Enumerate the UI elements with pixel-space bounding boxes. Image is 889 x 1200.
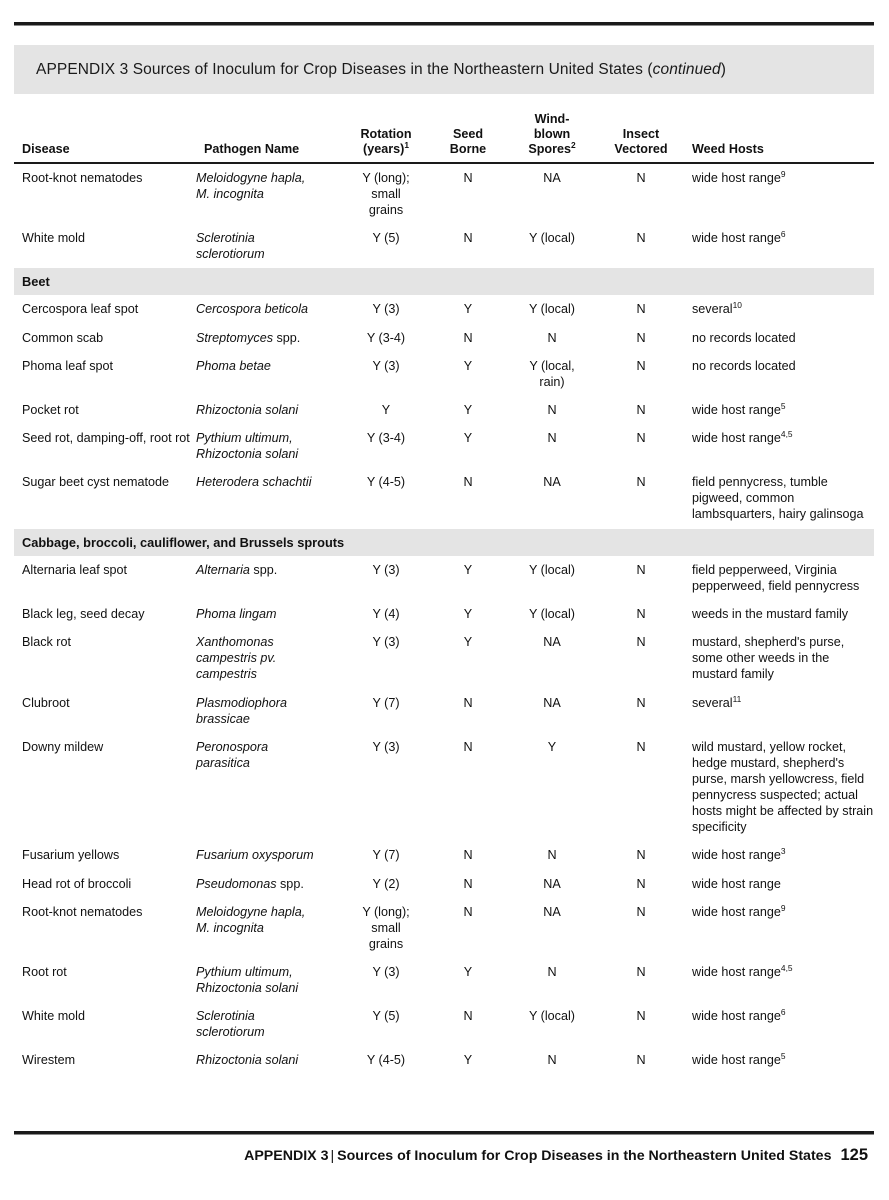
cell-insect-vectored: N: [636, 635, 646, 650]
cell-weed-hosts: wide host range$^{4,5}$: [692, 962, 793, 979]
table-row: [14, 295, 874, 323]
cell-weed-hosts: wide host range$^5$: [692, 1051, 786, 1068]
cell-insect-vectored: N: [636, 475, 646, 490]
rotation-line-2: [340, 139, 432, 157]
table-row: [14, 424, 874, 468]
weed-hosts-footnote-marker: 3: [780, 846, 786, 857]
cell-weed-hosts: wide host range: [692, 876, 781, 891]
footer-separator: |: [330, 1148, 335, 1164]
cell-seed-borne: N: [463, 904, 473, 919]
cell-seed-borne: N: [463, 330, 473, 345]
cell-seed-borne: N: [463, 170, 473, 185]
table-row: [14, 870, 874, 898]
cell-weed-hosts: field pennycress, tumble pigweed, common lambsquarters, hairy galinsoga: [692, 475, 864, 522]
weed-hosts-footnote-marker: 4,5: [780, 428, 793, 439]
cell-seed-borne: Y: [463, 402, 473, 417]
cell-pathogen-name: Xanthomonas campestris pv. campestris: [196, 635, 277, 682]
cell-rotation-years: Y (3): [372, 358, 400, 373]
appendix-title-continued: continued: [652, 60, 721, 78]
footer-rule: [14, 1131, 874, 1135]
column-header-disease: Disease: [14, 112, 196, 163]
cell-seed-borne: N: [463, 848, 473, 863]
cell-disease: Black leg, seed decay: [22, 607, 145, 622]
cell-insect-vectored: N: [636, 330, 646, 345]
cell-disease: Root-knot nematodes: [22, 904, 143, 919]
page-title: APPENDIX 3 Sources of Inoculum for Crop Diseases in the Northeastern United States (continued): [36, 60, 727, 78]
table-row: [14, 468, 874, 528]
wind-spores-text: Spores: [528, 141, 572, 156]
section-header-row: [14, 529, 874, 556]
weed-hosts-footnote-marker: 6: [780, 1007, 786, 1018]
table-row: [14, 352, 874, 396]
cell-wind-blown-spores: NA: [543, 475, 561, 490]
cell-rotation-years: Y (3): [372, 302, 400, 317]
cell-wind-blown-spores: NA: [543, 170, 561, 185]
section-header-label: Cabbage, broccoli, cauliflower, and Brussels sprouts: [14, 529, 874, 556]
cell-rotation-years: Y (long); small grains: [362, 170, 410, 217]
cell-insect-vectored: N: [636, 739, 646, 754]
cell-disease: Alternaria leaf spot: [22, 562, 128, 577]
insect-line-1: Insect: [622, 126, 660, 141]
cell-wind-blown-spores: Y (local): [529, 302, 575, 317]
cell-insect-vectored: N: [636, 170, 646, 185]
cell-weed-hosts: no records located: [692, 330, 796, 345]
rotation-years-text: (years): [363, 141, 405, 156]
cell-wind-blown-spores: N: [547, 402, 557, 417]
cell-insect-vectored: N: [636, 358, 646, 373]
rotation-line-1: Rotation: [360, 126, 412, 141]
cell-disease: Root-knot nematodes: [22, 170, 143, 185]
cell-weed-hosts: wide host range$^9$: [692, 168, 786, 185]
cell-weed-hosts: wide host range$^5$: [692, 400, 786, 417]
cell-insect-vectored: N: [636, 1053, 646, 1068]
cell-pathogen-name: Heterodera schachtii: [196, 475, 312, 490]
cell-wind-blown-spores: N: [547, 964, 557, 979]
seed-line-1: Seed: [452, 126, 484, 141]
cell-pathogen-name: Cercospora beticola: [196, 302, 309, 317]
section-header-row: [14, 268, 874, 295]
cell-seed-borne: Y: [463, 302, 473, 317]
cell-insect-vectored: N: [636, 302, 646, 317]
cell-weed-hosts: field pepperweed, Virginia pepperweed, field pennycress: [692, 562, 860, 594]
cell-seed-borne: Y: [463, 635, 473, 650]
cell-rotation-years: Y (3): [372, 739, 400, 754]
cell-insect-vectored: N: [636, 876, 646, 891]
section-header-label: Beet: [14, 268, 874, 295]
wind-line-2: blown: [533, 126, 571, 141]
cell-pathogen-name: Meloidogyne hapla, M. incognita: [196, 904, 306, 935]
cell-rotation-years: Y (4): [372, 607, 400, 622]
cell-seed-borne: Y: [463, 607, 473, 622]
cell-wind-blown-spores: NA: [543, 635, 561, 650]
cell-wind-blown-spores: N: [547, 1053, 557, 1068]
cell-disease: Phoma leaf spot: [22, 358, 114, 373]
cell-disease: Seed rot, damping-off, root rot: [22, 431, 190, 446]
table-row: [14, 958, 874, 1002]
footer-page-number: 125: [840, 1146, 868, 1164]
table-header-row: [14, 112, 874, 163]
cell-seed-borne: Y: [463, 431, 473, 446]
cell-pathogen-name: Pythium ultimum, Rhizoctonia solani: [196, 964, 299, 996]
cell-disease: Root rot: [22, 964, 67, 979]
weed-hosts-footnote-marker: 4,5: [780, 962, 793, 973]
table-row: [14, 396, 874, 424]
cell-wind-blown-spores: Y (local, rain): [529, 358, 575, 389]
cell-insect-vectored: N: [636, 431, 646, 446]
cell-seed-borne: N: [463, 876, 473, 891]
cell-pathogen-name: Streptomyces spp.: [196, 330, 301, 345]
cell-rotation-years: Y (4-5): [366, 1053, 406, 1068]
cell-weed-hosts: wild mustard, yellow rocket, hedge mustard, shepherd's purse, marsh yellowcress, field pennycress suspected; actual hosts might be affected by strain specificity: [692, 739, 874, 835]
cell-seed-borne: N: [463, 1009, 473, 1024]
cell-pathogen-name: Sclerotinia sclerotiorum: [196, 230, 265, 262]
cell-weed-hosts: wide host range$^6$: [692, 1007, 786, 1024]
cell-rotation-years: Y: [381, 402, 391, 417]
cell-wind-blown-spores: Y (local): [529, 607, 575, 622]
cell-disease: Black rot: [22, 635, 71, 650]
cell-wind-blown-spores: NA: [543, 904, 561, 919]
cell-pathogen-name: Pseudomonas spp.: [196, 876, 304, 891]
cell-insect-vectored: N: [636, 695, 646, 710]
cell-rotation-years: Y (5): [372, 230, 400, 245]
cell-pathogen-name: Meloidogyne hapla, M. incognita: [196, 170, 306, 201]
appendix-title-band: [14, 45, 874, 94]
cell-wind-blown-spores: Y (local): [529, 1009, 575, 1024]
wind-line-1: Wind-: [534, 112, 570, 126]
table-row: [14, 224, 874, 268]
cell-wind-blown-spores: NA: [543, 695, 561, 710]
cell-pathogen-name: Alternaria spp.: [196, 562, 278, 577]
cell-seed-borne: Y: [463, 358, 473, 373]
cell-rotation-years: Y (4-5): [366, 475, 406, 490]
weed-hosts-footnote-marker: 6: [780, 228, 786, 239]
cell-wind-blown-spores: Y (local): [529, 230, 575, 245]
cell-disease: Wirestem: [22, 1053, 76, 1068]
cell-rotation-years: Y (3): [372, 562, 400, 577]
cell-pathogen-name: Peronospora parasitica: [196, 739, 269, 770]
cell-rotation-years: Y (3): [372, 964, 400, 979]
cell-wind-blown-spores: NA: [543, 876, 561, 891]
cell-wind-blown-spores: Y (local): [529, 562, 575, 577]
table-row: [14, 163, 874, 224]
cell-pathogen-name: Rhizoctonia solani: [196, 402, 299, 417]
cell-pathogen-name: Fusarium oxysporum: [196, 848, 314, 863]
cell-insect-vectored: N: [636, 402, 646, 417]
table-row: [14, 841, 874, 869]
footer-appendix-label: APPENDIX 3: [244, 1148, 329, 1164]
cell-insect-vectored: N: [636, 1009, 646, 1024]
top-rule: [14, 22, 874, 26]
cell-disease: Sugar beet cyst nematode: [22, 475, 170, 490]
cell-rotation-years: Y (5): [372, 1009, 400, 1024]
cell-disease: Fusarium yellows: [22, 848, 120, 863]
cell-disease: Pocket rot: [22, 402, 79, 417]
appendix-table: [14, 112, 874, 1075]
cell-seed-borne: Y: [463, 964, 473, 979]
cell-insect-vectored: N: [636, 230, 646, 245]
cell-pathogen-name: Rhizoctonia solani: [196, 1053, 299, 1068]
footer-title: Sources of Inoculum for Crop Diseases in the Northeastern United States: [337, 1148, 832, 1164]
cell-wind-blown-spores: N: [547, 330, 557, 345]
weed-hosts-footnote-marker: 11: [732, 693, 742, 704]
cell-weed-hosts: weeds in the mustard family: [692, 607, 849, 622]
column-header-seed-borne: [432, 112, 504, 163]
wind-line-3: [504, 139, 600, 157]
cell-insect-vectored: N: [636, 607, 646, 622]
column-header-insect-vectored: [600, 112, 682, 163]
cell-seed-borne: Y: [463, 1053, 473, 1068]
cell-disease: Clubroot: [22, 695, 70, 710]
table-row: [14, 1002, 874, 1046]
page-footer: [14, 1146, 874, 1165]
cell-pathogen-name: Phoma betae: [196, 358, 271, 373]
rotation-footnote-marker: 1: [404, 139, 409, 150]
column-header-wind-blown-spores: [504, 112, 600, 163]
table-row: [14, 628, 874, 688]
cell-insect-vectored: N: [636, 562, 646, 577]
cell-weed-hosts: mustard, shepherd's purse, some other weeds in the mustard family: [692, 635, 845, 682]
cell-rotation-years: Y (3-4): [366, 431, 406, 446]
cell-pathogen-name: Plasmodiophora brassicae: [196, 695, 288, 726]
cell-insect-vectored: N: [636, 904, 646, 919]
weed-hosts-footnote-marker: 10: [732, 300, 742, 311]
appendix-table-wrapper: [14, 112, 874, 1075]
cell-rotation-years: Y (3-4): [366, 330, 406, 345]
cell-insect-vectored: N: [636, 964, 646, 979]
cell-rotation-years: Y (3): [372, 635, 400, 650]
table-head: [14, 112, 874, 163]
cell-disease: White mold: [22, 230, 85, 245]
cell-disease: Downy mildew: [22, 739, 104, 754]
cell-seed-borne: N: [463, 230, 473, 245]
table-row: [14, 556, 874, 600]
cell-weed-hosts: several$^{10}$: [692, 300, 742, 317]
table-row: [14, 689, 874, 733]
wind-footnote-marker: 2: [571, 139, 576, 150]
appendix-title-main: APPENDIX 3 Sources of Inoculum for Crop Diseases in the Northeastern United States (: [36, 60, 653, 78]
cell-weed-hosts: wide host range$^6$: [692, 228, 786, 245]
table-row: [14, 898, 874, 958]
weed-hosts-footnote-marker: 9: [780, 902, 786, 913]
cell-wind-blown-spores: N: [547, 431, 557, 446]
cell-disease: White mold: [22, 1009, 85, 1024]
cell-rotation-years: Y (7): [372, 695, 400, 710]
weed-hosts-footnote-marker: 5: [780, 400, 786, 411]
table-row: [14, 733, 874, 842]
cell-pathogen-name: Phoma lingam: [196, 607, 277, 622]
cell-seed-borne: N: [463, 695, 473, 710]
cell-weed-hosts: wide host range$^3$: [692, 846, 786, 863]
cell-seed-borne: N: [463, 739, 473, 754]
seed-line-2: Borne: [449, 141, 487, 156]
weed-hosts-footnote-marker: 9: [780, 168, 786, 179]
weed-hosts-footnote-marker: 5: [780, 1051, 786, 1062]
insect-line-2: Vectored: [614, 141, 668, 156]
cell-wind-blown-spores: N: [547, 848, 557, 863]
table-row: [14, 600, 874, 628]
cell-wind-blown-spores: Y: [547, 739, 557, 754]
cell-pathogen-name: Pythium ultimum, Rhizoctonia solani: [196, 431, 299, 462]
cell-rotation-years: Y (7): [372, 848, 400, 863]
table-row: [14, 1046, 874, 1074]
cell-weed-hosts: no records located: [692, 358, 796, 373]
column-header-rotation: [340, 112, 432, 163]
cell-insect-vectored: N: [636, 848, 646, 863]
cell-weed-hosts: wide host range$^9$: [692, 902, 786, 919]
cell-weed-hosts: wide host range$^{4,5}$: [692, 428, 793, 446]
table-body: [14, 163, 874, 1075]
cell-disease: Cercospora leaf spot: [22, 302, 139, 317]
cell-rotation-years: Y (2): [372, 876, 400, 891]
cell-disease: Head rot of broccoli: [22, 876, 132, 891]
cell-pathogen-name: Sclerotinia sclerotiorum: [196, 1009, 265, 1040]
column-header-weed-hosts: Weed Hosts: [682, 112, 874, 163]
cell-seed-borne: Y: [463, 562, 473, 577]
cell-weed-hosts: several$^{11}$: [692, 693, 742, 710]
table-row: [14, 324, 874, 352]
column-header-pathogen: Pathogen Name: [196, 112, 340, 163]
cell-seed-borne: N: [463, 475, 473, 490]
cell-disease: Common scab: [22, 330, 104, 345]
cell-rotation-years: Y (long); small grains: [362, 904, 410, 951]
